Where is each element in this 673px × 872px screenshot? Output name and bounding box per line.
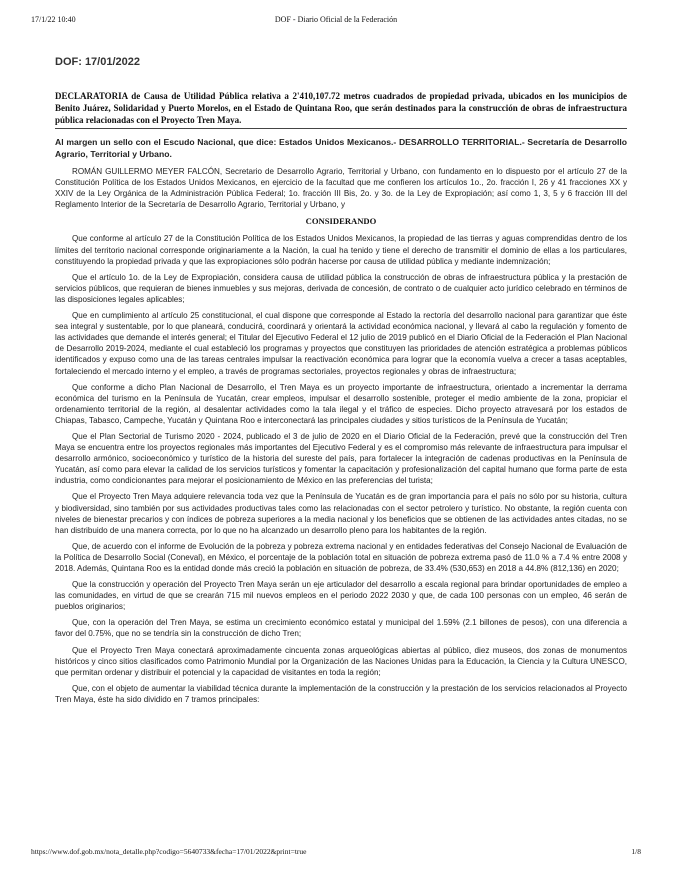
considerando-paragraph: Que el Proyecto Tren Maya adquiere relevancia toda vez que la Península de Yucatán es de gran importancia para el país no sólo por su historia, cultura y biodiversidad, sino también por sus actividades productivas tales como las relacionadas con el sector petrolero y turístico. No obstante, la región cuenta con niveles de bienestar precarios y con índices de pobreza superiores a la media nacional y los beneficios que se obtienen de las actividades antes citadas, no se han distribuido de una manera correcta, por lo que no ha alcanzado un desarrollo pleno para los habitantes de la región. <box>55 492 627 535</box>
print-url: https://www.dof.gob.mx/nota_detalle.php?codigo=5640733&fecha=17/01/2022&print=true <box>31 847 307 856</box>
page-number: 1/8 <box>631 847 641 856</box>
print-timestamp: 17/1/22 10:40 <box>31 15 76 24</box>
considerando-paragraph: Que la construcción y operación del Proyecto Tren Maya serán un eje articulador del desarrollo a escala regional para brindar oportunidades de empleo a las comunidades, en virtud de que se crearán 715 mil nuevos empleos en el periodo 2022 2030 y que, de cada 100 personas con un empleo, 46 serán de pueblos originarios; <box>55 580 627 612</box>
considerando-paragraph: Que, con la operación del Tren Maya, se estima un crecimiento económico estatal y municipal del 1.59% (2.1 billones de pesos), con una diferencia a favor del 0.75%, que no se tendría sin la construcción de dicho Tren; <box>55 618 627 639</box>
seal-note: Al margen un sello con el Escudo Nacional, que dice: Estados Unidos Mexicanos.- DESARROLLO TERRITORIAL.- Secretaría de Desarrollo Agrario, Territorial y Urbano. <box>55 137 627 159</box>
print-footer <box>31 847 641 859</box>
considerando-paragraph: Que conforme al artículo 27 de la Constitución Política de los Estados Unidos Mexicanos, la propiedad de las tierras y aguas comprendidas dentro de los límites del territorio nacional corresponde originariamente a la Nación, la cual ha tenido y tiene el derecho de transmitir el dominio de ellas a los particulares, constituyendo la propiedad privada y que las expropiaciones sólo podrán hacerse por causa de utilidad pública y mediante indemnización; <box>55 234 627 266</box>
considerando-paragraph: Que, con el objeto de aumentar la viabilidad técnica durante la implementación de la construcción y la prestación de los servicios relacionados al Proyecto Tren Maya, éste ha sido dividido en 7 tramos principales: <box>55 683 627 704</box>
considerando-paragraph: Que, de acuerdo con el informe de Evolución de la pobreza y pobreza extrema nacional y en entidades federativas del Consejo Nacional de Evaluación de la Política de Desarrollo Social (Coneval), en México, el porcentaje de la población total en situación de pobreza extrema pasó de 11.0 % a 7.4 % entre 2008 y 2018. Además, Quintana Roo es la entidad donde más creció la población en situación de pobreza, de 33.4% (530,653) en 2018 a 44.8% (812,136) en 2020; <box>55 541 627 573</box>
print-page-title: DOF - Diario Oficial de la Federación <box>274 15 398 24</box>
considerando-paragraph: Que en cumplimiento al artículo 25 constitucional, el cual dispone que corresponde al Estado la rectoría del desarrollo nacional para garantizar que éste sea integral y sustentable, por lo que planeará, conducirá, coordinará y orientará la actividad económica nacional, y llevará al cabo la regulación y fomento de las actividades que demande el interés general; el Titular del Ejecutivo Federal el 12 julio de 2019 publicó en el Diario Oficial de la Federación el Plan Nacional de Desarrollo 2019-2024, mediante el cual estableció los programas y proyectos que constituyen las prioridades de atención estratégica a problemas públicos identificados y expuso como una de las tareas centrales impulsar la reactivación económica para lograr que la economía vuelva a crecer a tasas aceptables, fortaleciendo el mercado interno y el empleo, a través de programas sectoriales, proyectos regionales y obras de infraestructura; <box>55 311 627 376</box>
title-divider <box>55 128 627 129</box>
document-body <box>55 166 627 710</box>
intro-paragraph: ROMÁN GUILLERMO MEYER FALCÓN, Secretario de Desarrollo Agrario, Territorial y Urbano, con fundamento en lo dispuesto por el artículo 27 de la Constitución Política de los Estados Unidos Mexicanos, en ejercicio de la facultad que me confieren los artículos 1o., 2o. fracción I, 26 y 41 fracciones XX y XXIV de la Ley Orgánica de la Administración Pública Federal; 1o. fracción III Bis, 2o. y 3o. de la Ley de Expropiación; así como 1, 3, 5 y 6 fracción III del Reglamento Interior de la Secretaría de Desarrollo Agrario, Territorial y Urbano, y <box>55 167 627 210</box>
considerando-paragraph: Que el Plan Sectorial de Turismo 2020 - 2024, publicado el 3 de julio de 2020 en el Diario Oficial de la Federación, prevé que la construcción del Tren Maya se encuentra entre los proyectos regionales más importantes del Ejecutivo Federal y es el compromiso más relevante de infraestructura para impulsar el desarrollo armónico, socioeconómico y turístico de la historia del sureste del país, para fortalecer la integración de cadenas productivas en la Península de Yucatán, así como para elevar la calidad de los servicios turísticos y fomentar la capacitación y profesionalización del capital humano que forma parte de esta industria, como condicionantes para mejorar el posicionamiento de México en las preferencias del turista; <box>55 431 627 486</box>
considerando-paragraph: Que el artículo 1o. de la Ley de Expropiación, considera causa de utilidad pública la construcción de obras de infraestructura pública y la prestación de servicios públicos, que requieran de bienes inmuebles y sus mejoras, derivada de concesión, de contrato o de cualquier acto jurídico celebrado en términos de las disposiciones legales aplicables; <box>55 272 627 304</box>
considerando-heading: CONSIDERANDO <box>305 216 377 227</box>
considerando-paragraph: Que conforme a dicho Plan Nacional de Desarrollo, el Tren Maya es un proyecto importante de infraestructura, orientado a incrementar la derrama económica del turismo en la Península de Yucatán, crear empleos, impulsar el desarrollo sostenible, proteger el medio ambiente de la zona, propiciar el ordenamiento territorial de la región, al desalentar actividades como la tala ilegal y el tráfico de especies. Dicho proyecto atravesará por los estados de Chiapas, Tabasco, Campeche, Yucatán y Quintana Roo e interconectará las principales ciudades y sitios turísticos de la Península de Yucatán; <box>55 382 627 425</box>
considerando-paragraph: Que el Proyecto Tren Maya conectará aproximadamente cincuenta zonas arqueológicas abiertas al público, diez museos, dos zonas de monumentos históricos y cinco sitios clasificados como Patrimonio Mundial por la Organización de las Naciones Unidas para la Educación, la Ciencia y la Cultura UNESCO, que permitan ordenar y distribuir el potencial y la capacidad de visitantes en toda la región; <box>55 645 627 677</box>
dof-date-title: DOF: 17/01/2022 <box>55 56 140 68</box>
print-header <box>31 15 641 27</box>
declaration-title: DECLARATORIA de Causa de Utilidad Pública relativa a 2'410,107.72 metros cuadrados de propiedad privada, ubicados en los municipios de Benito Juárez, Solidaridad y Puerto Morelos, en el Estado de Quintana Roo, que serán destinados para la construcción de obras de infraestructura pública relacionadas con el Proyecto Tren Maya. <box>55 91 627 125</box>
